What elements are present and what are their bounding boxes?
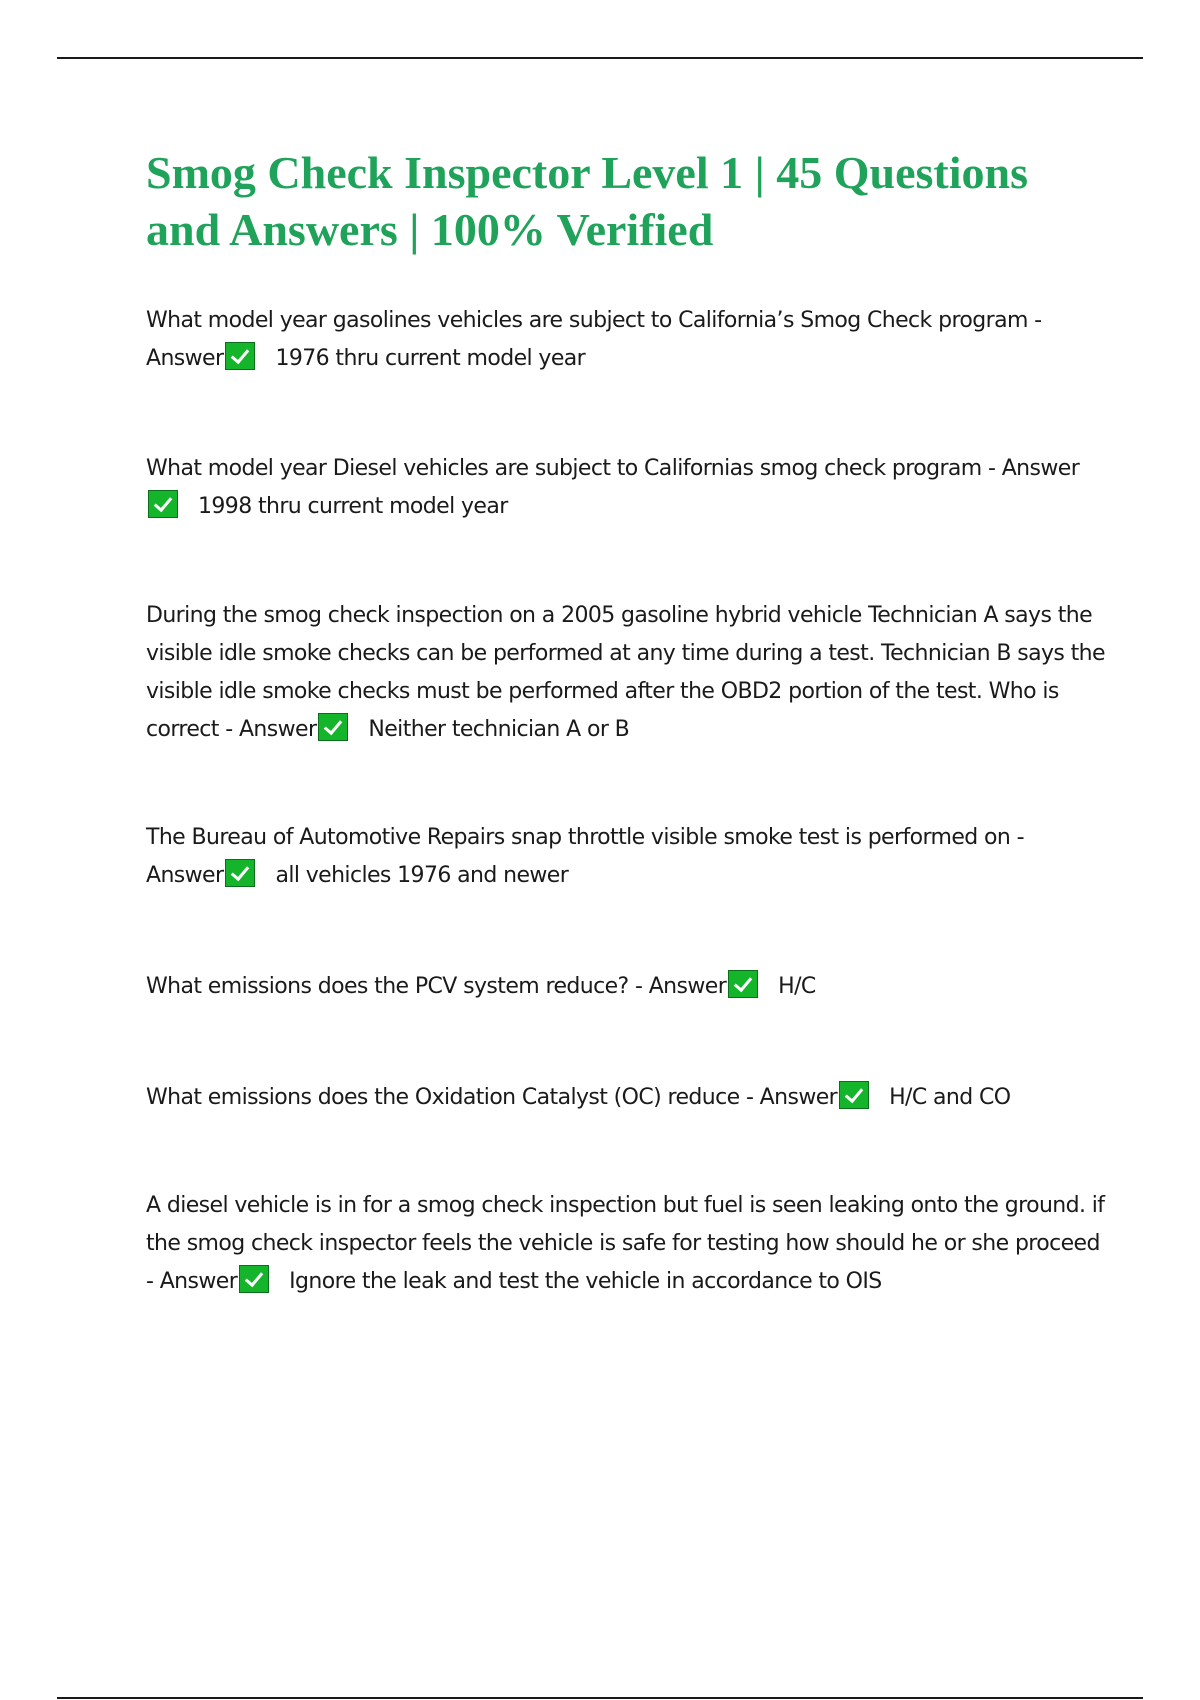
qa-item (146, 597, 1106, 749)
green-check-box-icon (318, 713, 348, 741)
answer-text: H/C and CO (889, 1085, 1011, 1110)
qa-item (146, 302, 1106, 378)
answer-text: Ignore the leak and test the vehicle in accordance to OIS (289, 1269, 882, 1294)
question-text: What emissions does the Oxidation Catalyst (OC) reduce - Answer (146, 1085, 838, 1110)
answer-text: Neither technician A or B (368, 717, 630, 742)
answer-text: all vehicles 1976 and newer (275, 863, 569, 888)
green-check-box-icon (225, 342, 255, 370)
qa-item (146, 1079, 1106, 1117)
green-check-box-icon (225, 859, 255, 887)
qa-item (146, 968, 1106, 1006)
qa-item (146, 1187, 1106, 1301)
green-check-box-icon (728, 970, 758, 998)
green-check-box-icon (148, 490, 178, 518)
question-text: The Bureau of Automotive Repairs snap throttle visible smoke test is performed on - Answer (146, 825, 1024, 888)
question-text: What emissions does the PCV system reduce? - Answer (146, 974, 727, 999)
question-text: A diesel vehicle is in for a smog check inspection but fuel is seen leaking onto the ground. if the smog check inspector feels the vehicle is safe for testing how should he or she proceed - Answer (146, 1193, 1105, 1294)
question-text: During the smog check inspection on a 2005 gasoline hybrid vehicle Technician A says the visible idle smoke checks can be performed at any time during a test. Technician B says the visible idle smoke checks must be performed after the OBD2 portion of the test. Who is correct - Answer (146, 603, 1105, 742)
answer-text: H/C (778, 974, 816, 999)
header-rule (57, 57, 1143, 59)
qa-item (146, 450, 1106, 526)
document-title: Smog Check Inspector Level 1 | 45 Questions and Answers | 100% Verified (146, 147, 1029, 255)
qa-item (146, 819, 1106, 895)
answer-text: 1998 thru current model year (198, 494, 508, 519)
answer-text: 1976 thru current model year (275, 346, 586, 371)
footer-rule (57, 1697, 1143, 1699)
question-text: What model year Diesel vehicles are subject to Californias smog check program - Answer (146, 456, 1080, 481)
green-check-box-icon (239, 1265, 269, 1293)
question-text: What model year gasolines vehicles are subject to California’s Smog Check program - Answer (146, 308, 1042, 371)
green-check-box-icon (839, 1081, 869, 1109)
